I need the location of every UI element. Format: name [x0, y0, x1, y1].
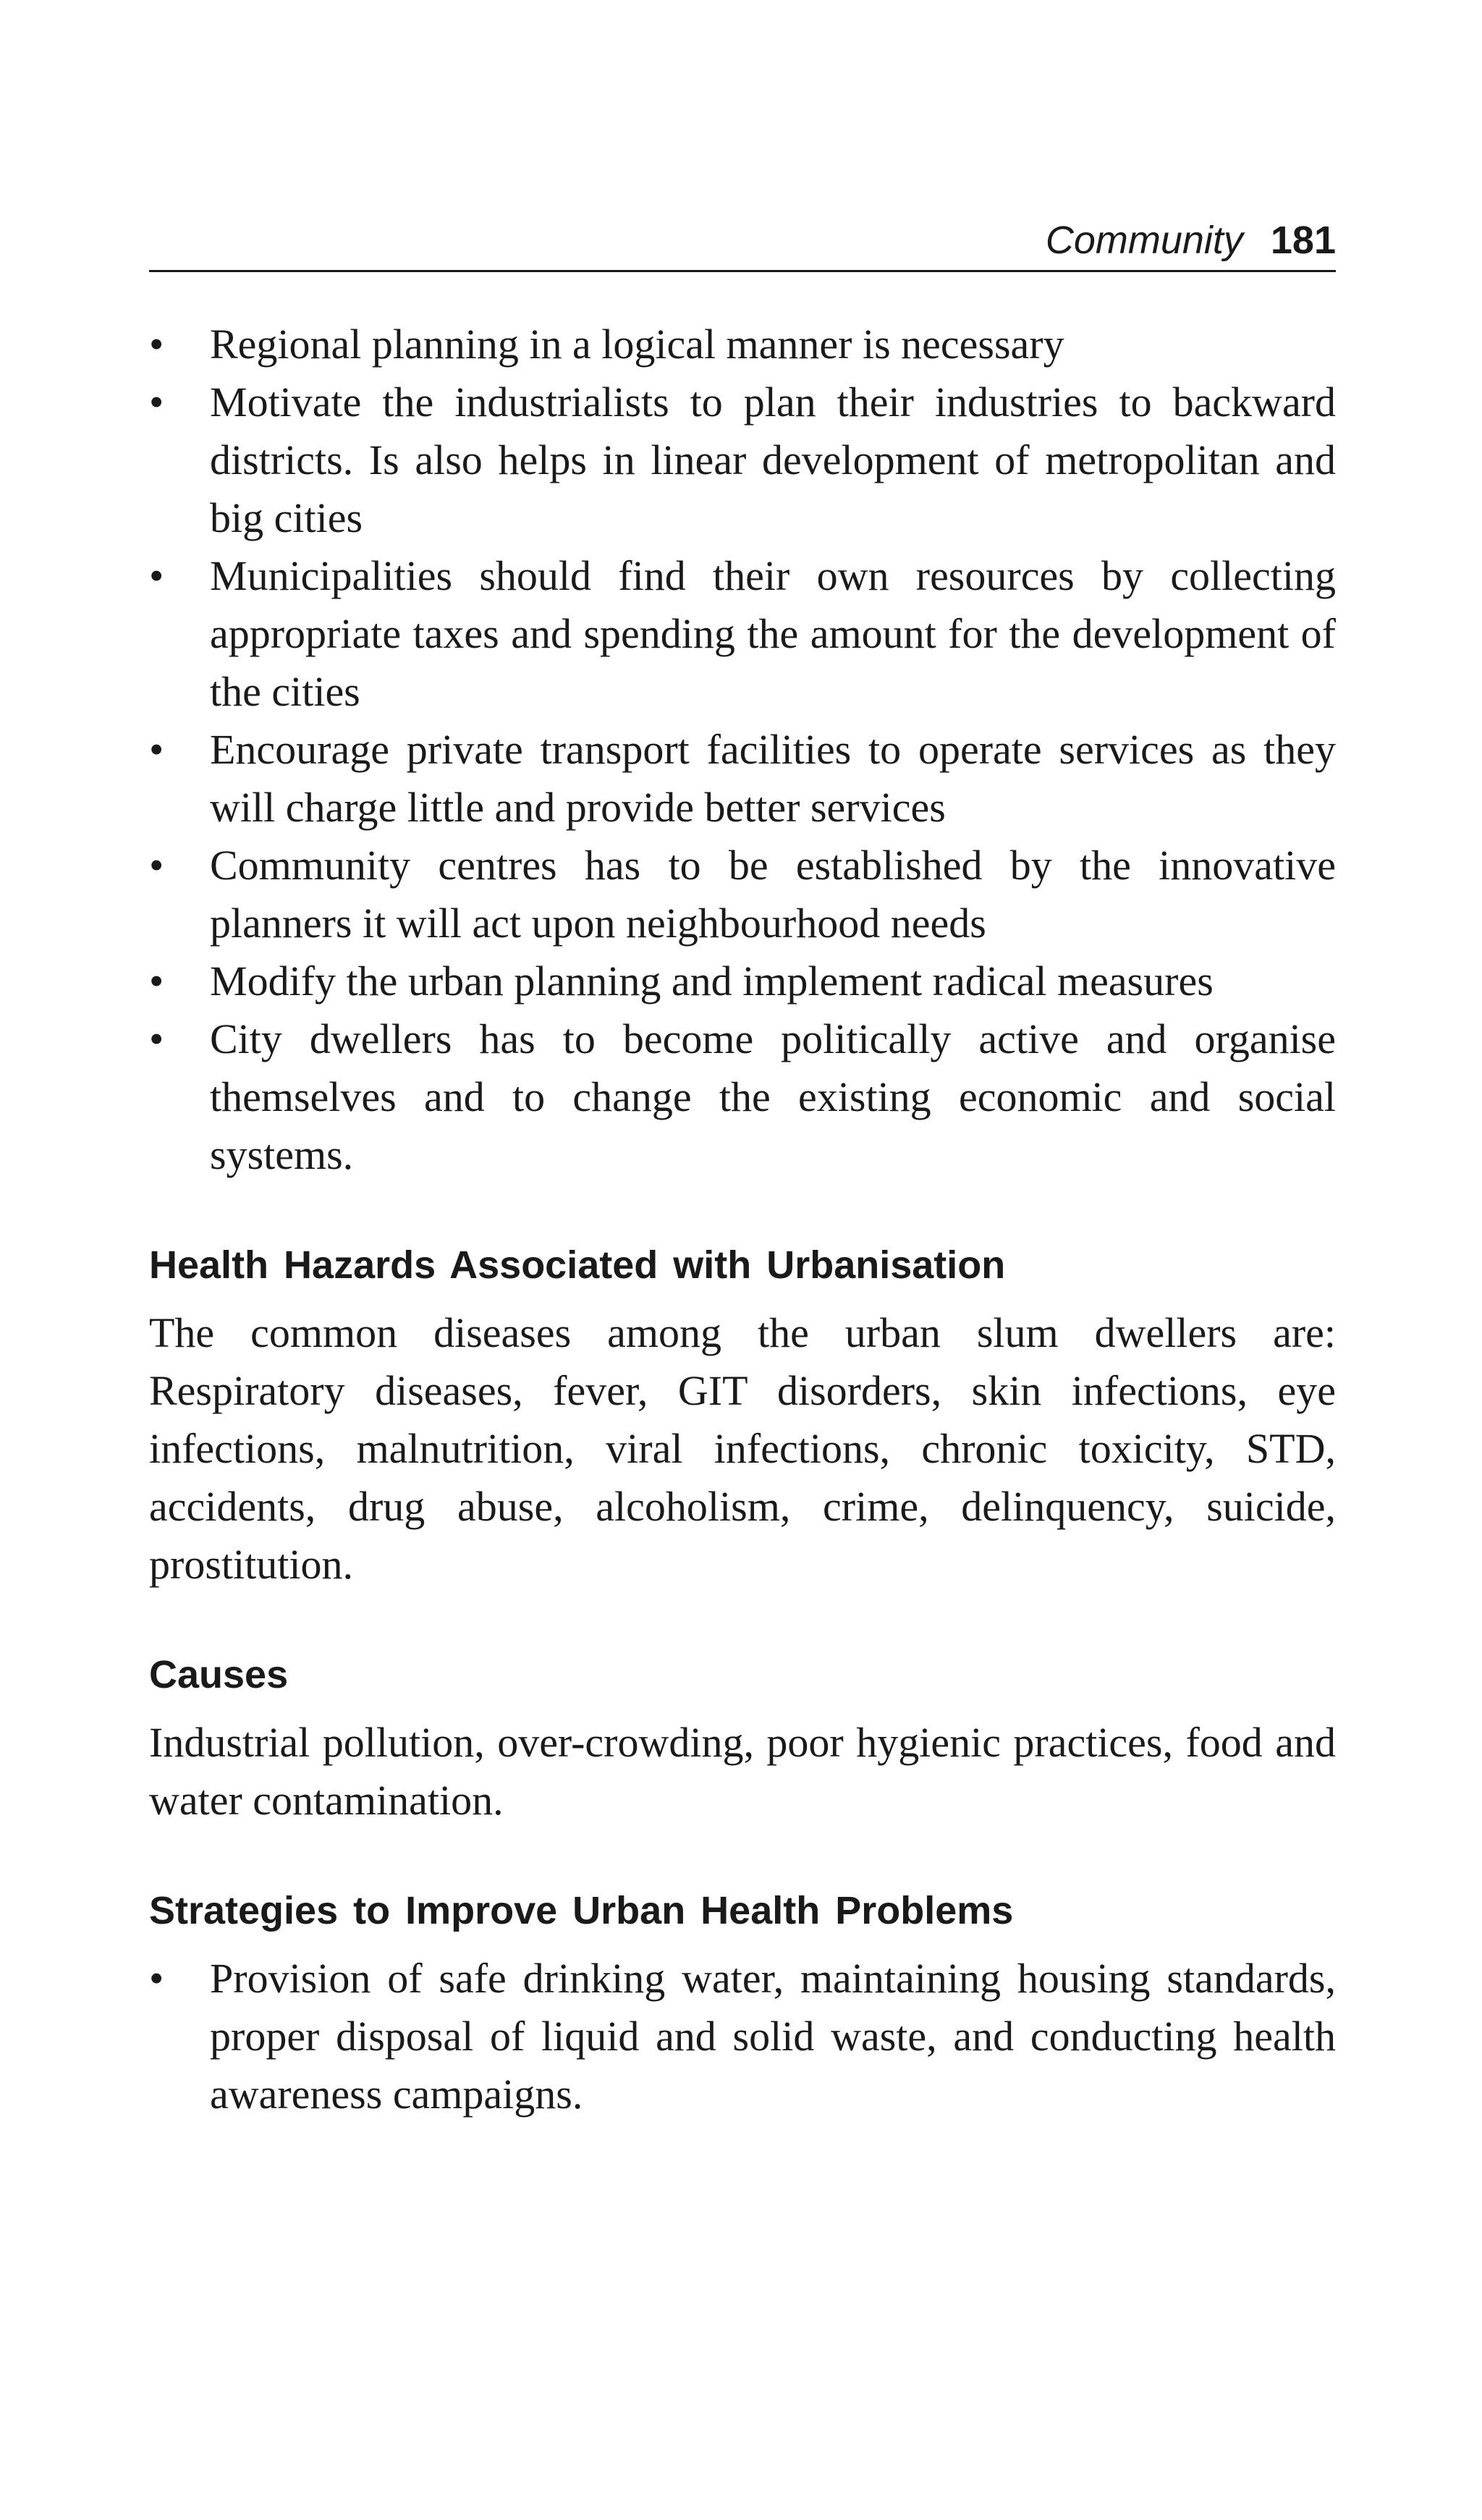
list-item: • Provision of safe drinking water, maintaining housing standards, proper disposal of liquid and solid waste, and conducting health awareness campaigns. [149, 1950, 1336, 2123]
body-text [149, 316, 1336, 2123]
list-item: • Municipalities should find their own resources by collecting appropriate taxes and spending the amount for the development of the cities [149, 547, 1336, 721]
running-head-section: Community [1045, 219, 1243, 262]
list-item: • Encourage private transport facilities to operate services as they will charge little and provide better services [149, 721, 1336, 837]
page-number: 181 [1270, 219, 1336, 262]
paragraph-causes: Industrial pollution, over-crowding, poor hygienic practices, food and water contamination. [149, 1719, 1336, 1824]
section-heading-strategies: Strategies to Improve Urban Health Problems [149, 1889, 1014, 1932]
section-heading-health-hazards: Health Hazards Associated with Urbanisation [149, 1243, 1006, 1287]
list-item: • Modify the urban planning and implement radical measures [149, 952, 1336, 1010]
list-item: • Regional planning in a logical manner is necessary [149, 316, 1336, 373]
list-item: • Community centres has to be established by the innovative planners it will act upon neighbourhood needs [149, 837, 1336, 952]
paragraph-health-hazards: The common diseases among the urban slum dwellers are: Respiratory diseases, fever, GIT disorders, skin infections, eye infections, malnutrition, viral infections, chronic toxicity, STD, accidents, drug abuse, alcoholism, crime, delinquency, suicide, prostitution. [149, 1309, 1336, 1588]
list-item: • City dwellers has to become politically active and organise themselves and to change the existing economic and social systems. [149, 1010, 1336, 1184]
bullet-list-planning [149, 316, 1336, 1184]
list-item: • Motivate the industrialists to plan their industries to backward districts. Is also helps in linear development of metropolitan and big cities [149, 373, 1336, 547]
running-head [149, 214, 1336, 272]
bullet-list-strategies [149, 1950, 1336, 2123]
section-heading-causes: Causes [149, 1653, 289, 1696]
